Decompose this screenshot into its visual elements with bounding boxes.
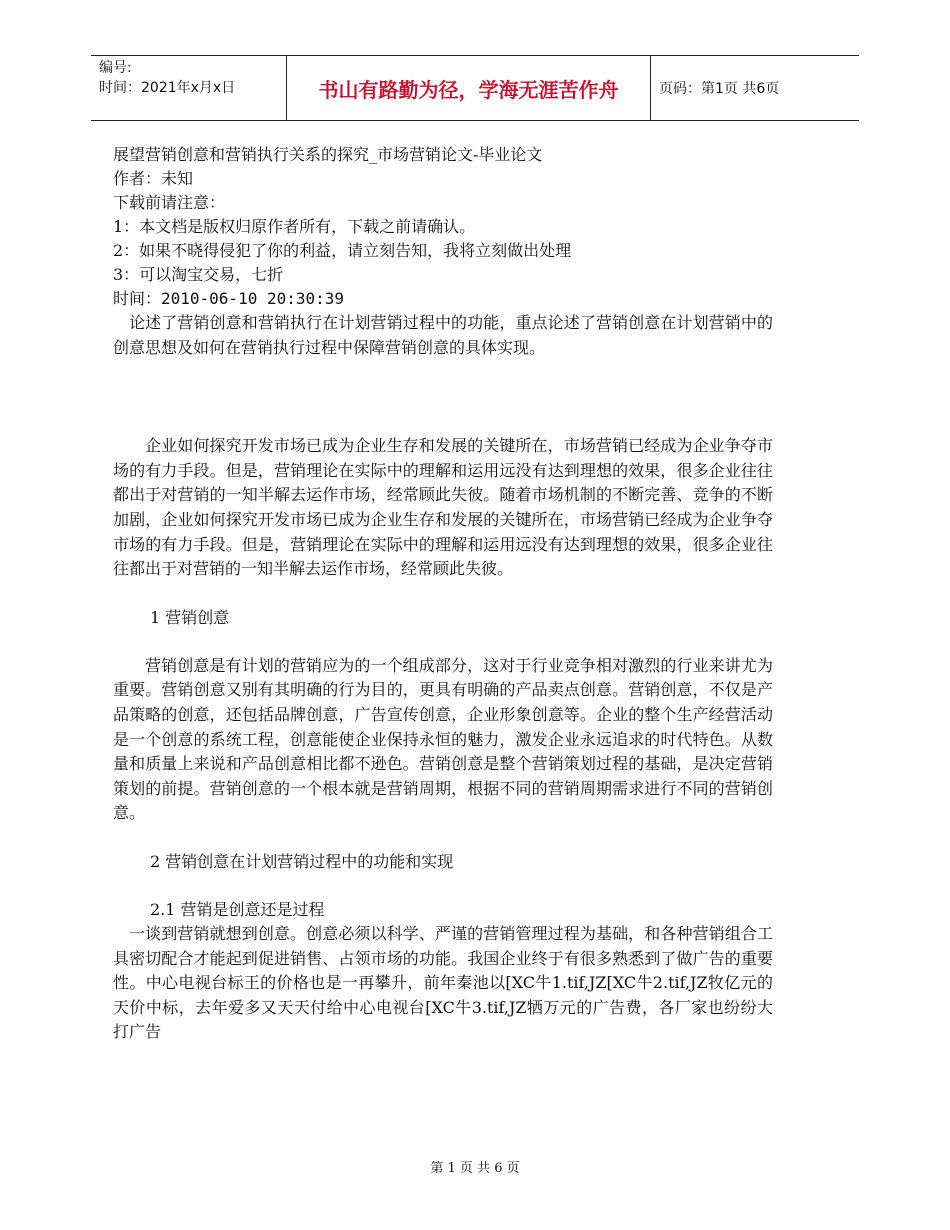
document-number-label: 编号: (99, 60, 132, 76)
header-meta (99, 58, 284, 98)
intro-paragraph: 企业如何探究开发市场已成为企业生存和发展的关键所在，市场营销已经成为企业争夺市场的有力手段。但是，营销理论在实际中的理解和运用远没有达到理想的效果，很多企业往往都出于对营销的一知半解去运作市场，经常顾此失彼。随着市场机制的不断完善、竞争的不断加剧，企业如何探究开发市场已成为企业生存和发展的关键所在，市场营销已经成为企业争夺市场的有力手段。但是，营销理论在实际中的理解和运用远没有达到理想的效果，很多企业往往都出于对营销的一知半解去运作市场，经常顾此失彼。 (113, 436, 773, 579)
notice-item-1: 1：本文档是版权归原作者所有，下载之前请确认。 (113, 217, 476, 236)
section-1-paragraph: 营销创意是有计划的营销应为的一个组成部分，这对于行业竞争相对激烈的行业来讲尤为重要。营销创意又别有其明确的行为目的，更具有明确的产品卖点创意。营销创意，不仅是产品策略的创意，还包括品牌创意，广告宣传创意，企业形象创意等。企业的整个生产经营活动是一个创意的系统工程，创意能使企业保持永恒的魅力，激发企业永远追求的时代特色。从数量和质量上来说和产品创意相比都不逊色。营销创意是整个营销策划过程的基础，是决定营销策划的前提。营销创意的一个根本就是营销周期，根据不同的营销周期需求进行不同的营销创意。 (113, 655, 773, 823)
notice-title: 下载前请注意： (113, 193, 226, 212)
abstract-paragraph: 论述了营销创意和营销执行在计划营销过程中的功能，重点论述了营销创意在计划营销中的创意思想及如何在营销执行过程中保障营销创意的具体实现。 (113, 313, 773, 357)
section-2-heading: 2 营销创意在计划营销过程中的功能和实现 (150, 851, 454, 871)
document-timestamp: 时间：2010-06-10 20:30:39 (113, 289, 345, 308)
notice-item-3: 3：可以淘宝交易，七折 (113, 265, 284, 284)
header-motto: 书山有路勤为径，学海无涯苦作舟 (318, 77, 619, 102)
document-author: 作者：未知 (113, 169, 194, 188)
section-1-heading: 1 营销创意 (150, 607, 230, 627)
header-motto-cell (286, 56, 651, 120)
page-footer: 第 1 页 共 6 页 (430, 1161, 520, 1176)
document-title: 展望营销创意和营销执行关系的探究_市场营销论文-毕业论文 (113, 145, 543, 164)
document-body (113, 143, 773, 1045)
section-2-1-paragraph: 一谈到营销就想到创意。创意必须以科学、严谨的营销管理过程为基础，和各种营销组合工具密切配合才能起到促进销售、占领市场的功能。我国企业终于有很多熟悉到了做广告的重要性。中心电视台标王的价格也是一再攀升，前年秦池以[XC牛1.tif,JZ[XC牛2.tif,JZ牧亿元的天价中标，去年爱多又天天付给中心电视台[XC牛3.tif,JZ牺万元的广告费，各厂家也纷纷大打广告 (113, 923, 773, 1042)
notice-item-2: 2：如果不晓得侵犯了你的利益，请立刻告知，我将立刻做出处理 (113, 241, 572, 260)
page-header (91, 55, 859, 121)
header-date: 时间：2021年x月x日 (99, 80, 236, 96)
section-2-1-heading: 2.1 营销是创意还是过程 (150, 899, 325, 919)
header-page-info: 页码：第1页 共6页 (659, 81, 780, 97)
